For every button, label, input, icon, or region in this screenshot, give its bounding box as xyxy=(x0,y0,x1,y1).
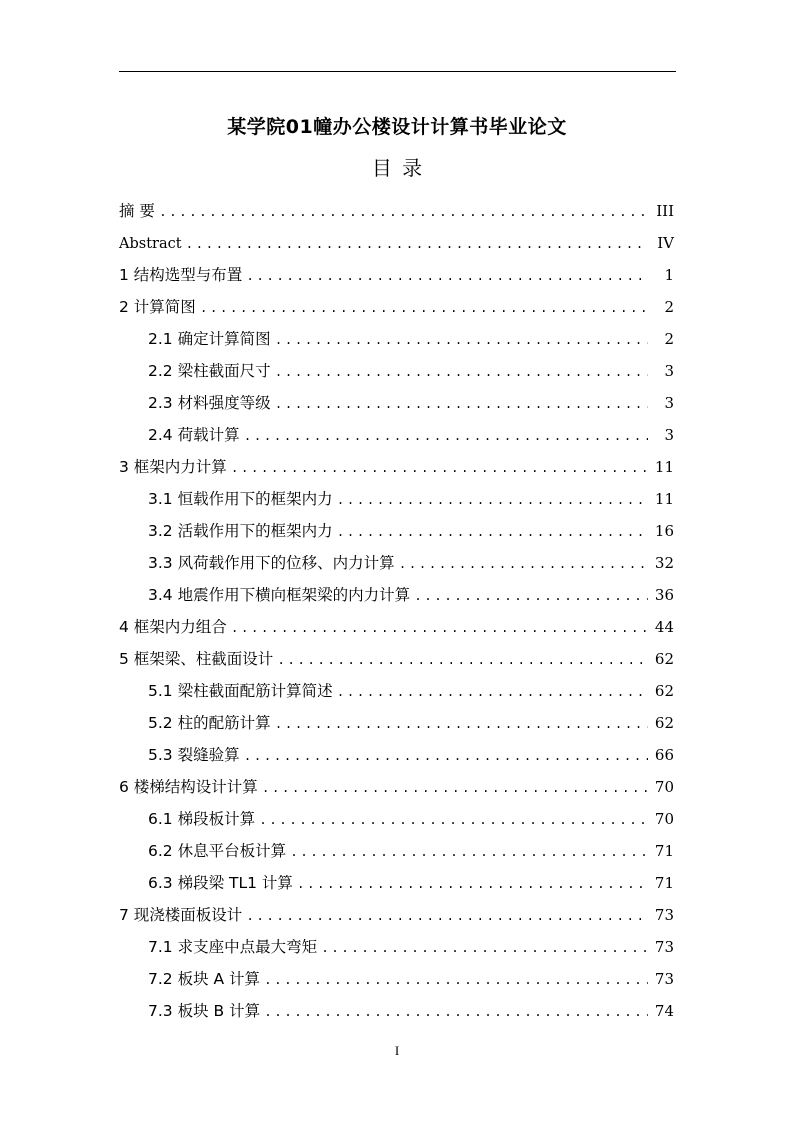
toc-entry-page: 71 xyxy=(654,842,674,860)
toc-entry[interactable] xyxy=(119,547,674,579)
toc-entry-title: 2.2 梁柱截面尺寸 xyxy=(148,362,271,380)
toc-entry-title: 7 现浇楼面板设计 xyxy=(119,906,243,924)
toc-entry-page: 70 xyxy=(654,810,674,828)
header-rule xyxy=(119,71,676,72)
toc-entry-page: 62 xyxy=(654,714,674,732)
toc-entry[interactable] xyxy=(119,387,674,419)
toc-entry[interactable] xyxy=(119,803,674,835)
toc-entry-title: 2.1 确定计算简图 xyxy=(148,330,271,348)
toc-entry-page: 73 xyxy=(654,970,674,988)
toc-entry-page: 73 xyxy=(654,906,674,924)
toc-entry[interactable] xyxy=(119,579,674,611)
toc-entry[interactable] xyxy=(119,611,674,643)
toc-entry-page: 32 xyxy=(654,554,674,572)
toc-entry[interactable] xyxy=(119,675,674,707)
toc-leader-dots xyxy=(277,645,648,677)
toc-entry-page: 3 xyxy=(664,362,674,380)
toc-entry-page: 3 xyxy=(664,394,674,412)
toc-leader-dots xyxy=(259,805,648,837)
toc-entry[interactable] xyxy=(119,515,674,547)
toc-entry[interactable] xyxy=(119,995,674,1027)
toc-entry-page: 2 xyxy=(664,330,674,348)
toc-leader-dots xyxy=(275,709,648,741)
toc-entry-title: 6.3 梯段梁 TL1 计算 xyxy=(148,874,293,892)
toc-entry-title: 摘 要 xyxy=(119,202,155,220)
toc-entry-page: 74 xyxy=(654,1002,674,1020)
page-number: I xyxy=(394,1043,400,1058)
toc-entry[interactable] xyxy=(119,835,674,867)
toc-leader-dots xyxy=(159,197,648,229)
toc-leader-dots xyxy=(321,933,648,965)
toc-entry[interactable] xyxy=(119,867,674,899)
toc-heading: 目 录 xyxy=(371,156,423,180)
toc-entry-page: 62 xyxy=(654,650,674,668)
toc-entry-title: 4 框架内力组合 xyxy=(119,618,227,636)
toc-leader-dots xyxy=(275,325,648,357)
toc-leader-dots xyxy=(262,773,648,805)
toc-entry-title: Abstract xyxy=(119,236,182,252)
toc-leader-dots xyxy=(297,869,648,901)
toc-entry-title: 2.3 材料强度等级 xyxy=(148,394,271,412)
toc-entry-title: 6.2 休息平台板计算 xyxy=(148,842,287,860)
toc-entry[interactable] xyxy=(119,259,674,291)
toc-leader-dots xyxy=(200,293,648,325)
toc-entry-page: III xyxy=(656,202,674,220)
toc-entry-title: 1 结构选型与布置 xyxy=(119,266,243,284)
toc-entry[interactable] xyxy=(119,483,674,515)
toc-leader-dots xyxy=(275,389,648,421)
toc-leader-dots xyxy=(244,421,648,453)
toc-entry[interactable] xyxy=(119,419,674,451)
toc-leader-dots xyxy=(337,485,648,517)
toc-entry-page: 44 xyxy=(654,618,674,636)
toc-entry-title: 7.3 板块 B 计算 xyxy=(148,1002,261,1020)
toc-leader-dots xyxy=(231,613,648,645)
toc-entry-page: 1 xyxy=(664,266,674,284)
toc-leader-dots xyxy=(275,357,648,389)
toc-entry[interactable] xyxy=(119,291,674,323)
toc-leader-dots xyxy=(290,837,648,869)
toc-entry-title: 7.1 求支座中点最大弯矩 xyxy=(148,938,318,956)
toc-entry[interactable] xyxy=(119,323,674,355)
toc-leader-dots xyxy=(399,549,648,581)
toc-entry[interactable] xyxy=(119,771,674,803)
toc-leader-dots xyxy=(264,965,648,997)
toc-entry-title: 5.2 柱的配筋计算 xyxy=(148,714,271,732)
toc-entry-page: 3 xyxy=(664,426,674,444)
toc-entry[interactable] xyxy=(119,643,674,675)
toc-entry-page: 66 xyxy=(654,746,674,764)
toc-leader-dots xyxy=(244,741,648,773)
toc-leader-dots xyxy=(246,261,648,293)
toc-entry[interactable] xyxy=(119,899,674,931)
toc-entry-title: 5 框架梁、柱截面设计 xyxy=(119,650,274,668)
toc-entry-title: 6.1 梯段板计算 xyxy=(148,810,256,828)
toc-entry-title: 2 计算简图 xyxy=(119,298,196,316)
toc-leader-dots xyxy=(231,453,648,485)
toc-leader-dots xyxy=(246,901,648,933)
toc-entry-title: 6 楼梯结构设计计算 xyxy=(119,778,258,796)
toc-entry-page: 70 xyxy=(654,778,674,796)
toc-entry-page: IV xyxy=(657,234,674,252)
toc-entry-page: 71 xyxy=(654,874,674,892)
toc-entry-page: 11 xyxy=(654,490,674,508)
toc-entry-page: 11 xyxy=(654,458,674,476)
toc-entry-page: 2 xyxy=(664,298,674,316)
toc-entry[interactable] xyxy=(119,227,674,259)
toc-entry-page: 36 xyxy=(654,586,674,604)
toc-leader-dots xyxy=(337,517,648,549)
toc-entry-title: 3.1 恒载作用下的框架内力 xyxy=(148,490,333,508)
toc-entry-title: 5.1 梁柱截面配筋计算简述 xyxy=(148,682,333,700)
toc-leader-dots xyxy=(337,677,648,709)
toc-entry-page: 16 xyxy=(654,522,674,540)
table-of-contents xyxy=(119,195,674,1027)
toc-entry-title: 5.3 裂缝验算 xyxy=(148,746,240,764)
toc-entry-title: 3 框架内力计算 xyxy=(119,458,227,476)
toc-entry[interactable] xyxy=(119,195,674,227)
toc-entry[interactable] xyxy=(119,931,674,963)
toc-entry-title: 2.4 荷载计算 xyxy=(148,426,240,444)
toc-entry[interactable] xyxy=(119,451,674,483)
toc-leader-dots xyxy=(414,581,648,613)
toc-leader-dots xyxy=(186,229,648,261)
document-title: 某学院01幢办公楼设计计算书毕业论文 xyxy=(227,116,567,138)
toc-entry-title: 3.4 地震作用下横向框架梁的内力计算 xyxy=(148,586,411,604)
toc-entry[interactable] xyxy=(119,739,674,771)
toc-entry-title: 3.2 活载作用下的框架内力 xyxy=(148,522,333,540)
toc-entry-title: 3.3 风荷载作用下的位移、内力计算 xyxy=(148,554,395,572)
toc-entry-page: 62 xyxy=(654,682,674,700)
toc-entry[interactable] xyxy=(119,707,674,739)
toc-entry[interactable] xyxy=(119,963,674,995)
toc-entry-page: 73 xyxy=(654,938,674,956)
toc-leader-dots xyxy=(264,997,648,1029)
toc-entry-title: 7.2 板块 A 计算 xyxy=(148,970,261,988)
toc-entry[interactable] xyxy=(119,355,674,387)
